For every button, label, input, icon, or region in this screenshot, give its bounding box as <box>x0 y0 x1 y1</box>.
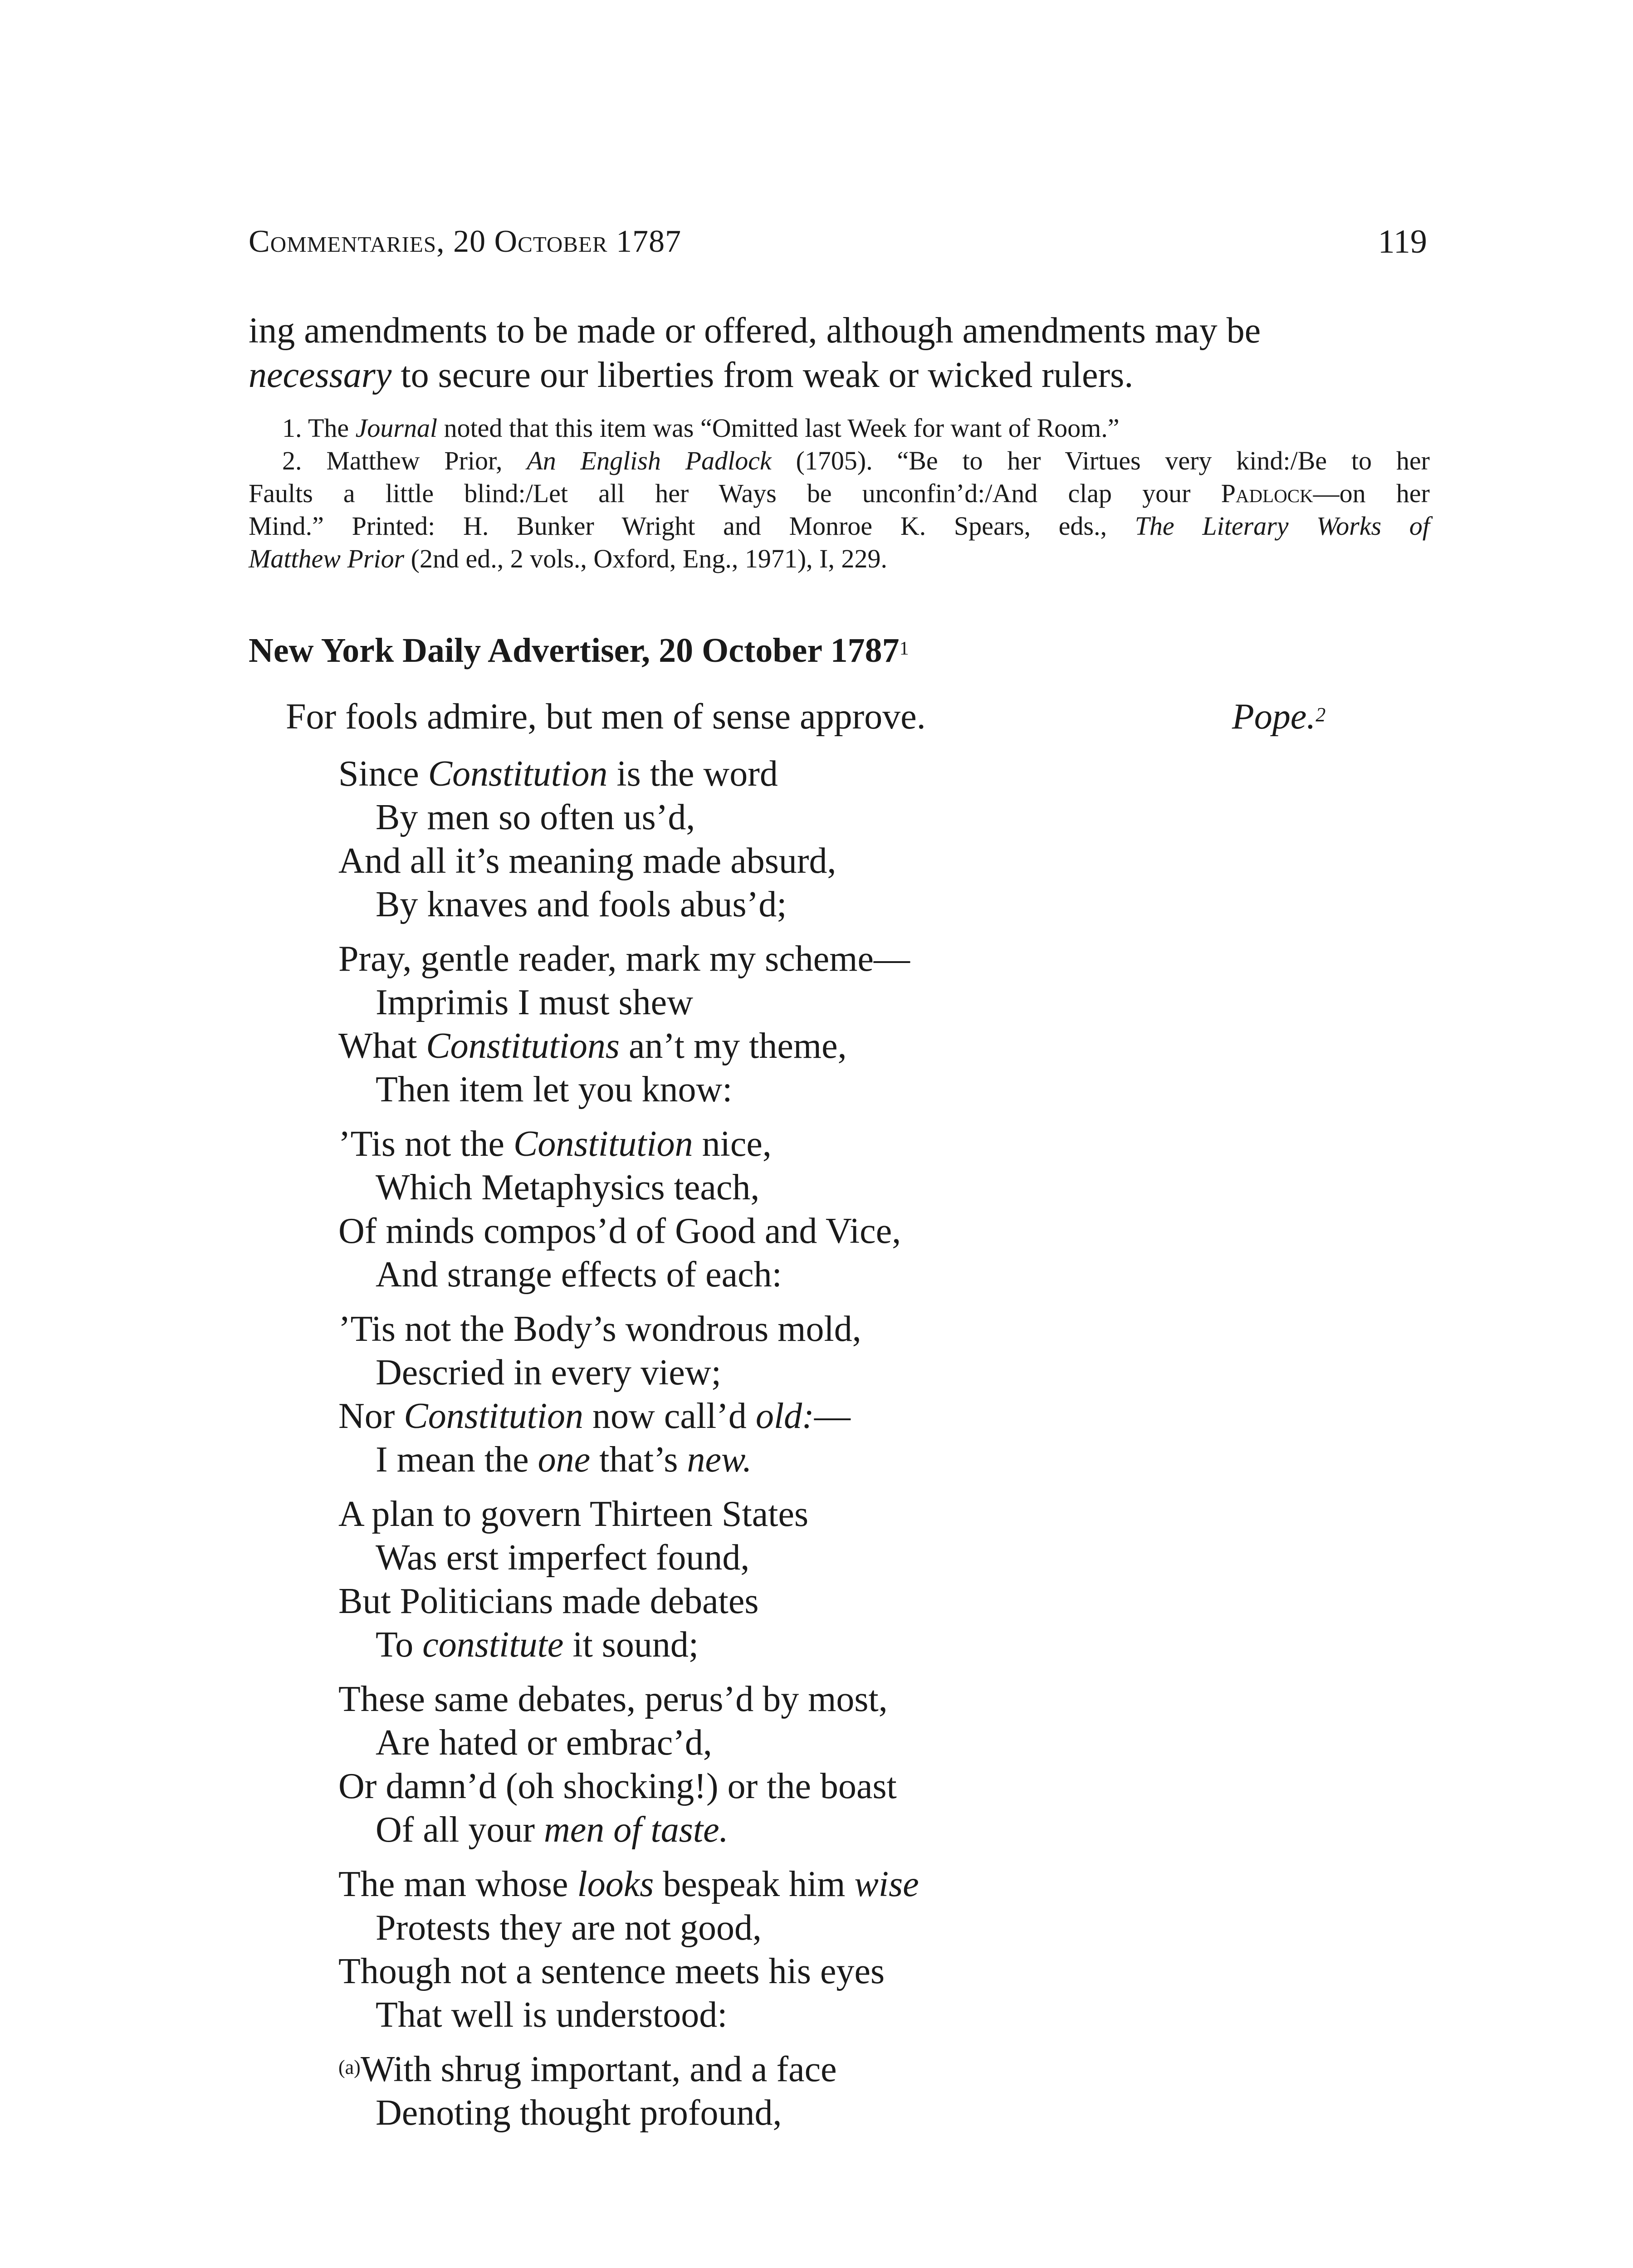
verse-text: an’t my theme, <box>620 1026 847 1066</box>
running-head <box>249 221 1430 262</box>
footnote-1 <box>249 412 1430 445</box>
footnote-2-line <box>249 477 1430 510</box>
verse-line: A plan to govern Thirteen States <box>338 1494 809 1534</box>
body-line: ing amendments to be made or offered, although amendments may be <box>249 311 1261 351</box>
verse-line: That well is understood: <box>376 1995 728 2035</box>
verse-text: it sound; <box>563 1625 699 1665</box>
verse-emphasis: Constitution <box>428 754 608 794</box>
footnote-2-line <box>249 445 1430 477</box>
verse-line: Which Metaphysics teach, <box>376 1168 760 1207</box>
verse-line: By knaves and fools abus’d; <box>376 885 787 924</box>
verse-text: ’Tis not the <box>338 1124 514 1164</box>
note-text: 1. The <box>282 413 356 443</box>
verse-text: Since <box>338 754 428 794</box>
verse-line: Was erst imperfect found, <box>376 1538 750 1578</box>
verse-text: Of all your <box>376 1810 544 1850</box>
verse-text: — <box>814 1396 851 1436</box>
note-text: —on her <box>1313 479 1430 508</box>
note-text: noted that this item was “Omitted last Week for want of Room.” <box>437 413 1120 443</box>
footnotes <box>249 412 1430 575</box>
stanza <box>338 752 919 926</box>
verse-text: With shrug important, and a face <box>360 2049 837 2089</box>
verse-emphasis: new. <box>687 1440 752 1480</box>
verse-emphasis: wise <box>854 1864 919 1904</box>
verse-line <box>338 752 919 796</box>
stanza <box>338 937 919 1111</box>
note-text: Faults a little blind:/Let all her Ways be unconfin’d:/And clap your <box>249 479 1221 508</box>
article-title-text: New York Daily Advertiser, 20 October 1787 <box>249 631 900 670</box>
verse-line: But Politicians made debates <box>338 1581 759 1621</box>
body-paragraph <box>249 308 1430 397</box>
verse-emphasis: Constitutions <box>426 1026 620 1066</box>
verse-line: Are hated or embrac’d, <box>376 1723 712 1763</box>
stanza <box>338 1307 919 1481</box>
body-text-span: to secure our liberties from weak or wicked rulers. <box>391 355 1134 395</box>
verse-emphasis: constitute <box>422 1625 564 1665</box>
verse-text: The man whose <box>338 1864 577 1904</box>
footnote-ref: 1 <box>899 638 909 659</box>
emphasis: necessary <box>249 355 392 395</box>
verse-line <box>338 1394 919 1438</box>
footnote-2-line <box>249 510 1430 543</box>
verse-text: that’s <box>590 1440 687 1480</box>
epigraph-text: For fools admire, but men of sense approve. <box>286 697 926 737</box>
note-emphasis: Journal <box>355 413 438 443</box>
verse-text: Nor <box>338 1396 404 1436</box>
note-emphasis: Matthew Prior <box>249 544 405 573</box>
note-small-caps: Padlock <box>1221 479 1313 508</box>
verse-line <box>338 2048 919 2091</box>
note-text: (2nd ed., 2 vols., Oxford, Eng., 1971), I, 229. <box>404 544 887 573</box>
note-text: Mind.” Printed: H. Bunker Wright and Monroe K. Spears, eds., <box>249 511 1135 541</box>
article-title <box>249 628 909 673</box>
note-emphasis: The Literary Works of <box>1134 511 1430 541</box>
running-head-title: Commentaries, 20 October 1787 <box>249 224 682 259</box>
verse-line: Of minds compos’d of Good and Vice, <box>338 1211 901 1251</box>
note-text: 2. Matthew Prior, <box>282 446 527 475</box>
verse-emphasis: Constitution <box>404 1396 584 1436</box>
verse-line: By men so often us’d, <box>376 797 695 837</box>
verse-text: bespeak him <box>654 1864 855 1904</box>
verse-line: Or damn’d (oh shocking!) or the boast <box>338 1766 897 1806</box>
verse-line: ’Tis not the Body’s wondrous mold, <box>338 1309 861 1349</box>
verse-emphasis: one <box>538 1440 591 1480</box>
verse-emphasis: Constitution <box>513 1124 693 1164</box>
verse-line: Descried in every view; <box>376 1353 721 1393</box>
verse-line: Protests they are not good, <box>376 1908 762 1948</box>
verse-line: Denoting thought profound, <box>376 2093 782 2133</box>
epigraph <box>286 694 1326 739</box>
verse-line: Pray, gentle reader, mark my scheme— <box>338 939 910 979</box>
annotation-mark: (a) <box>338 2056 361 2078</box>
verse-text: now call’d <box>583 1396 756 1436</box>
verse-line: Though not a sentence meets his eyes <box>338 1951 885 1991</box>
verse-line <box>338 1438 919 1481</box>
verse-text: To <box>376 1625 423 1665</box>
verse-line <box>338 1024 919 1068</box>
verse-text: I mean the <box>376 1440 538 1480</box>
verse-emphasis: old: <box>755 1396 814 1436</box>
verse-emphasis: men of taste. <box>544 1810 728 1850</box>
epigraph-attribution <box>1232 694 1325 739</box>
verse-line: Then item let you know: <box>376 1070 733 1110</box>
verse-line: Imprimis I must shew <box>376 982 693 1022</box>
body-line <box>249 353 1430 397</box>
verse-emphasis: looks <box>577 1864 654 1904</box>
stanza <box>338 1677 919 1852</box>
verse-line <box>338 1862 919 1906</box>
footnote-2-line <box>249 543 1430 575</box>
verse-line: And all it’s meaning made absurd, <box>338 841 836 881</box>
verse-text: nice, <box>693 1124 772 1164</box>
verse-line: These same debates, perus’d by most, <box>338 1679 888 1719</box>
stanza <box>338 1862 919 2037</box>
page-number: 119 <box>1378 223 1427 260</box>
stanza <box>338 1122 919 1296</box>
poem <box>338 752 919 2146</box>
verse-text: What <box>338 1026 426 1066</box>
verse-line <box>338 1808 919 1852</box>
note-emphasis: An English Padlock <box>527 446 772 475</box>
attribution-text: Pope. <box>1232 697 1316 737</box>
document-page <box>249 0 1430 2268</box>
stanza <box>338 1492 919 1667</box>
verse-text: is the word <box>607 754 778 794</box>
footnote-ref: 2 <box>1315 703 1326 726</box>
verse-line <box>338 1122 919 1166</box>
verse-line: And strange effects of each: <box>376 1255 782 1295</box>
verse-line <box>338 1623 919 1667</box>
note-text: (1705). “Be to her Virtues very kind:/Be to her <box>771 446 1430 475</box>
stanza <box>338 2048 919 2135</box>
